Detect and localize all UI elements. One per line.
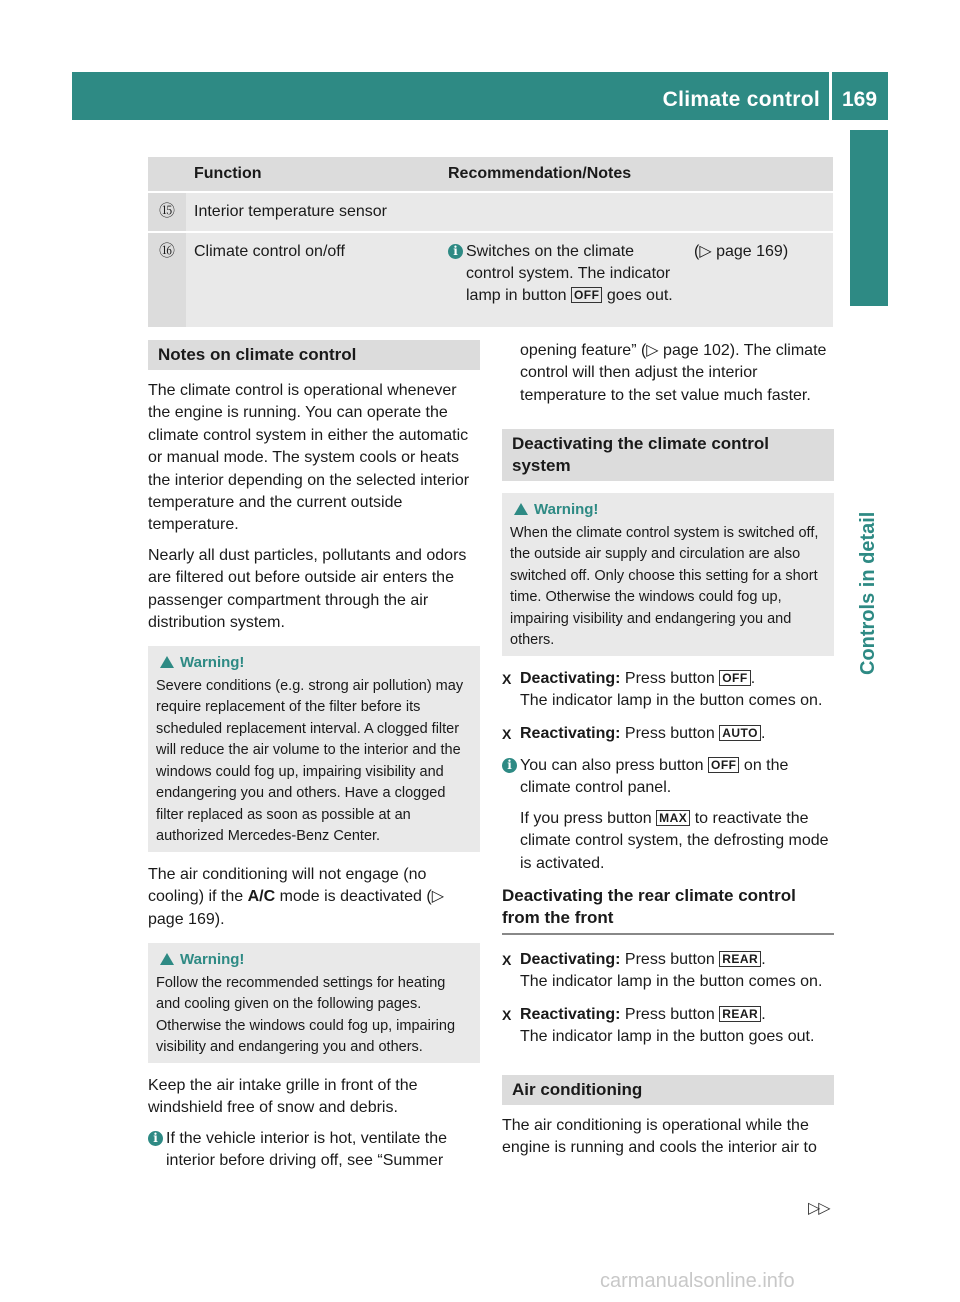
- warning-box: [148, 646, 480, 852]
- right-column: [502, 340, 834, 1167]
- row-note: [440, 193, 686, 231]
- step-marker-icon: X: [502, 725, 512, 742]
- max-defrost-button-icon: MAX: [656, 810, 690, 826]
- warning-title: Warning!: [534, 501, 599, 519]
- warning-text: When the climate control system is switched off, the outside air supply and circulation are also switched off. Only choose this setting for a short time. Otherwise the windows could fog up, impairing visibility and endangering you and others.: [510, 524, 819, 649]
- warning-title: Warning!: [180, 951, 245, 969]
- warning-box: [148, 943, 480, 1063]
- row-ref: [686, 193, 833, 231]
- info-icon: i: [448, 244, 463, 259]
- auto-button-icon: AUTO: [719, 725, 761, 741]
- left-column: [148, 340, 480, 1180]
- header-notes: Recommendation/Notes: [440, 157, 686, 191]
- paragraph: Keep the air intake grille in front of the windshield free of snow and debris.: [148, 1076, 418, 1117]
- off-button-icon: OFF: [571, 287, 603, 303]
- warning-icon: [160, 656, 174, 668]
- info-note: i You can also press button OFF on the climate control panel.: [502, 755, 834, 800]
- warning-text: Severe conditions (e.g. strong air pollution) may require replacement of the filter before its scheduled replacement interval. A clogged filter will reduce the air volume to the interior and the windows could fog up, impairing visibility and endangering you and others. Have a clogged filter replaced as soon as possible at an authorized Mercedes-Benz Center.: [156, 677, 464, 845]
- page-number: 169: [842, 88, 878, 111]
- rear-off-button-icon: REAR: [719, 951, 761, 967]
- step-item: X Deactivating: Press button REAR . The indicator lamp in the button comes on.: [502, 950, 823, 991]
- subsection-heading: Deactivating the rear climate control from the front: [502, 885, 834, 935]
- info-icon: i: [148, 1131, 163, 1146]
- note-text-end: goes out.: [602, 287, 673, 304]
- side-tab: [850, 130, 888, 306]
- function-table: [148, 155, 833, 329]
- header-ref: [686, 157, 833, 191]
- rear-off-button-icon: REAR: [719, 1006, 761, 1022]
- chapter-title: Climate control: [662, 88, 820, 111]
- step-item: X Deactivating: Press button OFF . The indicator lamp in the button comes on.: [502, 669, 823, 710]
- row-number: ⑮: [148, 193, 186, 231]
- step-marker-icon: X: [502, 670, 512, 687]
- row-function: Interior temperature sensor: [186, 193, 440, 231]
- row-ref: (▷ page 169): [686, 233, 833, 327]
- paragraph: The climate control is operational whenever the engine is running. You can operate the climate control system in either the automatic or manual mode. The system cools or heats the interior depending on the selected interior temperature and the current outside temperature.: [148, 382, 470, 534]
- step-marker-icon: X: [502, 1006, 512, 1023]
- section-heading: Air conditioning: [502, 1075, 834, 1105]
- continue-arrows-icon: ▷▷: [808, 1200, 829, 1217]
- paragraph: The air conditioning will not engage (no cooling) if the A/C mode is deactivated (▷ page 169).: [148, 865, 444, 928]
- note-text: Switches on the climate control system. The indicator lamp in button: [466, 243, 671, 304]
- info-note: If you press button MAX to reactivate the climate control system, the defrosting mode is activated.: [520, 809, 829, 872]
- info-icon: i: [502, 758, 517, 773]
- section-heading: Deactivating the climate control system: [502, 429, 834, 481]
- side-tab-label: Controls in detail: [857, 511, 879, 675]
- off-button-icon: OFF: [708, 757, 740, 773]
- row-note: [440, 233, 686, 327]
- warning-icon: [160, 953, 174, 965]
- paragraph: Nearly all dust particles, pollutants and odors are filtered out before outside air enters the passenger compartment through the air distribution system.: [148, 546, 467, 632]
- section-heading: Notes on climate control: [148, 340, 480, 370]
- ac-label: A/C: [247, 888, 276, 906]
- table-header-row: [148, 157, 833, 191]
- header-function: Function: [186, 157, 440, 191]
- continued-text: opening feature” (▷ page 102). The climate control will then adjust the interior temperature to the set value much faster.: [520, 342, 827, 404]
- table-row: [148, 193, 833, 231]
- table-row: [148, 233, 833, 327]
- warning-text: Follow the recommended settings for heating and cooling given on the following pages. Otherwise the windows could fog up, impairing visibility and endangering you and others.: [156, 974, 456, 1056]
- step-item: X Reactivating: Press button AUTO .: [502, 723, 834, 745]
- row-function: Climate control on/off: [186, 233, 440, 327]
- warning-box: [502, 493, 834, 656]
- warning-title: Warning!: [180, 654, 245, 672]
- header-num: [148, 157, 186, 191]
- step-marker-icon: X: [502, 951, 512, 968]
- step-item: X Reactivating: Press button REAR . The indicator lamp in the button goes out.: [502, 1005, 815, 1046]
- off-button-icon: OFF: [719, 670, 751, 686]
- info-note: i If the vehicle interior is hot, ventilate the interior before driving off, see “Summer: [148, 1128, 480, 1173]
- watermark: carmanualsonline.info: [600, 1270, 795, 1292]
- paragraph: The air conditioning is operational while the engine is running and cools the interior air to: [502, 1116, 817, 1156]
- warning-icon: [514, 503, 528, 515]
- header-separator: [829, 72, 832, 120]
- row-number: ⑯: [148, 233, 186, 327]
